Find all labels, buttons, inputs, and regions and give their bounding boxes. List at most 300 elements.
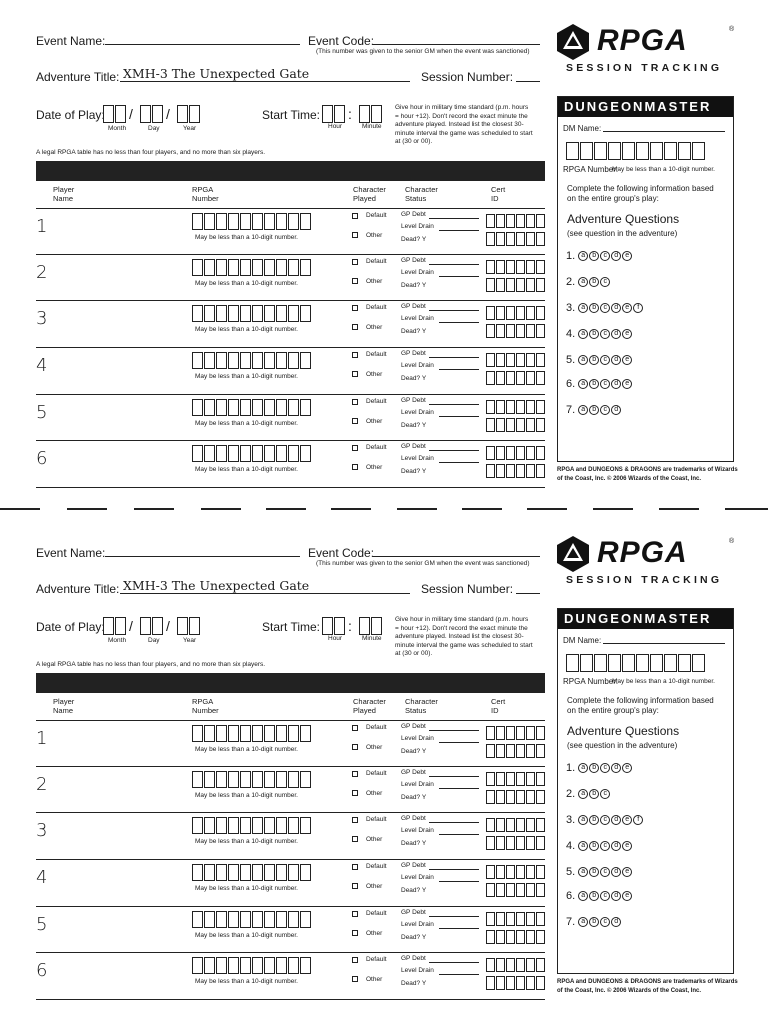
rpga-number-boxes-cell[interactable] bbox=[240, 957, 251, 974]
rpga-number-boxes-cell[interactable] bbox=[192, 399, 203, 416]
level-drain-field[interactable] bbox=[439, 928, 479, 929]
cert-id-boxes-bottom-cell[interactable] bbox=[506, 836, 515, 850]
rpga-number-boxes-cell[interactable] bbox=[192, 259, 203, 276]
answer-bubble[interactable]: a bbox=[578, 891, 588, 901]
rpga-number-boxes-cell[interactable] bbox=[276, 305, 287, 322]
rpga-number-boxes-cell[interactable] bbox=[228, 259, 239, 276]
dm-rpga-number-boxes[interactable] bbox=[566, 654, 706, 672]
rpga-number-boxes[interactable] bbox=[192, 259, 312, 276]
rpga-number-boxes-cell[interactable] bbox=[288, 352, 299, 369]
cert-id-boxes-bottom[interactable] bbox=[486, 464, 546, 478]
answer-bubble[interactable]: e bbox=[622, 867, 632, 877]
rpga-number-boxes[interactable] bbox=[192, 864, 312, 881]
dm-rpga-number-boxes-cell[interactable] bbox=[566, 142, 579, 160]
answer-bubble[interactable]: c bbox=[600, 355, 610, 365]
year-boxes[interactable] bbox=[177, 617, 201, 635]
cert-id-boxes-bottom-cell[interactable] bbox=[496, 883, 505, 897]
cert-id-boxes-bottom-cell[interactable] bbox=[496, 464, 505, 478]
dm-rpga-number-boxes-cell[interactable] bbox=[580, 142, 593, 160]
cert-id-boxes-bottom-cell[interactable] bbox=[516, 371, 525, 385]
cert-id-boxes-top-cell[interactable] bbox=[496, 306, 505, 320]
cert-id-boxes-bottom-cell[interactable] bbox=[506, 278, 515, 292]
other-checkbox[interactable] bbox=[352, 232, 358, 238]
level-drain-field[interactable] bbox=[439, 462, 479, 463]
answer-bubble[interactable]: b bbox=[589, 917, 599, 927]
cert-id-boxes-top-cell[interactable] bbox=[526, 912, 535, 926]
cert-id-boxes-bottom-cell[interactable] bbox=[506, 976, 515, 990]
cert-id-boxes-top-cell[interactable] bbox=[516, 818, 525, 832]
rpga-number-boxes[interactable] bbox=[192, 305, 312, 322]
rpga-number-boxes-cell[interactable] bbox=[228, 305, 239, 322]
rpga-number-boxes-cell[interactable] bbox=[204, 864, 215, 881]
rpga-number-boxes-cell[interactable] bbox=[216, 352, 227, 369]
rpga-number-boxes-cell[interactable] bbox=[276, 771, 287, 788]
cert-id-boxes-bottom-cell[interactable] bbox=[516, 790, 525, 804]
rpga-number-boxes-cell[interactable] bbox=[204, 911, 215, 928]
answer-bubble[interactable]: d bbox=[611, 405, 621, 415]
answer-bubble[interactable]: d bbox=[611, 815, 621, 825]
cert-id-boxes-bottom[interactable] bbox=[486, 371, 546, 385]
cert-id-boxes-top-cell[interactable] bbox=[496, 260, 505, 274]
rpga-number-boxes-cell[interactable] bbox=[264, 725, 275, 742]
cert-id-boxes-top-cell[interactable] bbox=[486, 772, 495, 786]
answer-bubble[interactable]: b bbox=[589, 789, 599, 799]
rpga-number-boxes-cell[interactable] bbox=[264, 445, 275, 462]
cert-id-boxes-bottom-cell[interactable] bbox=[496, 930, 505, 944]
answer-bubble[interactable]: d bbox=[611, 379, 621, 389]
day-boxes-cell[interactable] bbox=[152, 617, 163, 635]
answer-bubble[interactable]: b bbox=[589, 815, 599, 825]
rpga-number-boxes-cell[interactable] bbox=[240, 352, 251, 369]
cert-id-boxes-top-cell[interactable] bbox=[496, 912, 505, 926]
gp-debt-field[interactable] bbox=[429, 404, 479, 405]
year-boxes-cell[interactable] bbox=[189, 105, 200, 123]
answer-bubble[interactable]: d bbox=[611, 763, 621, 773]
cert-id-boxes-bottom-cell[interactable] bbox=[516, 883, 525, 897]
dm-rpga-number-boxes-cell[interactable] bbox=[622, 654, 635, 672]
event-code-field[interactable] bbox=[372, 44, 540, 45]
dm-rpga-number-boxes-cell[interactable] bbox=[636, 142, 649, 160]
cert-id-boxes-top[interactable] bbox=[486, 912, 546, 926]
cert-id-boxes-top-cell[interactable] bbox=[496, 818, 505, 832]
minute-boxes[interactable] bbox=[359, 105, 383, 123]
rpga-number-boxes-cell[interactable] bbox=[192, 911, 203, 928]
rpga-number-boxes-cell[interactable] bbox=[204, 725, 215, 742]
gp-debt-field[interactable] bbox=[429, 962, 479, 963]
cert-id-boxes-top-cell[interactable] bbox=[526, 772, 535, 786]
cert-id-boxes-top-cell[interactable] bbox=[486, 353, 495, 367]
default-checkbox[interactable] bbox=[352, 864, 358, 870]
rpga-number-boxes-cell[interactable] bbox=[276, 213, 287, 230]
answer-bubble[interactable]: a bbox=[578, 841, 588, 851]
default-checkbox[interactable] bbox=[352, 305, 358, 311]
cert-id-boxes-bottom[interactable] bbox=[486, 744, 546, 758]
cert-id-boxes-bottom-cell[interactable] bbox=[486, 930, 495, 944]
year-boxes[interactable] bbox=[177, 105, 201, 123]
cert-id-boxes-top-cell[interactable] bbox=[516, 958, 525, 972]
rpga-number-boxes-cell[interactable] bbox=[240, 864, 251, 881]
rpga-number-boxes[interactable] bbox=[192, 445, 312, 462]
minute-boxes[interactable] bbox=[359, 617, 383, 635]
cert-id-boxes-bottom-cell[interactable] bbox=[526, 883, 535, 897]
cert-id-boxes-top-cell[interactable] bbox=[506, 818, 515, 832]
answer-bubble[interactable]: b bbox=[589, 277, 599, 287]
cert-id-boxes-bottom-cell[interactable] bbox=[526, 232, 535, 246]
rpga-number-boxes-cell[interactable] bbox=[252, 399, 263, 416]
rpga-number-boxes[interactable] bbox=[192, 957, 312, 974]
cert-id-boxes-top-cell[interactable] bbox=[526, 306, 535, 320]
rpga-number-boxes-cell[interactable] bbox=[204, 213, 215, 230]
default-checkbox[interactable] bbox=[352, 213, 358, 219]
minute-boxes-cell[interactable] bbox=[371, 105, 382, 123]
cert-id-boxes-top[interactable] bbox=[486, 818, 546, 832]
cert-id-boxes-top-cell[interactable] bbox=[516, 306, 525, 320]
rpga-number-boxes-cell[interactable] bbox=[252, 771, 263, 788]
answer-bubble[interactable]: a bbox=[578, 303, 588, 313]
rpga-number-boxes-cell[interactable] bbox=[216, 213, 227, 230]
other-checkbox[interactable] bbox=[352, 418, 358, 424]
dm-name-field[interactable] bbox=[603, 131, 725, 132]
answer-bubble[interactable]: a bbox=[578, 329, 588, 339]
rpga-number-boxes-cell[interactable] bbox=[300, 445, 311, 462]
answer-bubble[interactable]: e bbox=[622, 841, 632, 851]
answer-bubble[interactable]: c bbox=[600, 405, 610, 415]
cert-id-boxes-top-cell[interactable] bbox=[496, 958, 505, 972]
cert-id-boxes-top-cell[interactable] bbox=[536, 958, 545, 972]
cert-id-boxes-top-cell[interactable] bbox=[486, 818, 495, 832]
cert-id-boxes-top-cell[interactable] bbox=[516, 865, 525, 879]
answer-bubble[interactable]: a bbox=[578, 763, 588, 773]
rpga-number-boxes-cell[interactable] bbox=[204, 817, 215, 834]
rpga-number-boxes[interactable] bbox=[192, 911, 312, 928]
cert-id-boxes-bottom-cell[interactable] bbox=[526, 324, 535, 338]
gp-debt-field[interactable] bbox=[429, 916, 479, 917]
rpga-number-boxes-cell[interactable] bbox=[228, 817, 239, 834]
answer-bubble[interactable]: c bbox=[600, 891, 610, 901]
rpga-number-boxes-cell[interactable] bbox=[252, 352, 263, 369]
month-boxes[interactable] bbox=[103, 105, 127, 123]
answer-bubble[interactable]: e bbox=[622, 763, 632, 773]
cert-id-boxes-top-cell[interactable] bbox=[486, 214, 495, 228]
gp-debt-field[interactable] bbox=[429, 264, 479, 265]
answer-bubble[interactable]: a bbox=[578, 867, 588, 877]
default-checkbox[interactable] bbox=[352, 725, 358, 731]
cert-id-boxes-top-cell[interactable] bbox=[506, 260, 515, 274]
rpga-number-boxes[interactable] bbox=[192, 817, 312, 834]
session-number-field[interactable] bbox=[516, 81, 540, 82]
answer-bubble[interactable]: c bbox=[600, 379, 610, 389]
cert-id-boxes-top-cell[interactable] bbox=[486, 400, 495, 414]
level-drain-field[interactable] bbox=[439, 322, 479, 323]
cert-id-boxes-bottom-cell[interactable] bbox=[536, 464, 545, 478]
session-number-field[interactable] bbox=[516, 593, 540, 594]
cert-id-boxes-bottom-cell[interactable] bbox=[496, 232, 505, 246]
rpga-number-boxes-cell[interactable] bbox=[240, 771, 251, 788]
cert-id-boxes-top-cell[interactable] bbox=[536, 306, 545, 320]
rpga-number-boxes-cell[interactable] bbox=[252, 725, 263, 742]
answer-bubble[interactable]: b bbox=[589, 405, 599, 415]
day-boxes-cell[interactable] bbox=[140, 105, 151, 123]
cert-id-boxes-bottom[interactable] bbox=[486, 883, 546, 897]
answer-bubble[interactable]: a bbox=[578, 815, 588, 825]
event-name-field[interactable] bbox=[105, 556, 300, 557]
dm-rpga-number-boxes-cell[interactable] bbox=[678, 654, 691, 672]
gp-debt-field[interactable] bbox=[429, 450, 479, 451]
cert-id-boxes-top[interactable] bbox=[486, 446, 546, 460]
rpga-number-boxes-cell[interactable] bbox=[288, 305, 299, 322]
cert-id-boxes-top-cell[interactable] bbox=[516, 772, 525, 786]
answer-bubble[interactable]: a bbox=[578, 251, 588, 261]
dm-rpga-number-boxes-cell[interactable] bbox=[594, 654, 607, 672]
cert-id-boxes-bottom-cell[interactable] bbox=[486, 836, 495, 850]
other-checkbox[interactable] bbox=[352, 324, 358, 330]
cert-id-boxes-top-cell[interactable] bbox=[526, 400, 535, 414]
cert-id-boxes-top-cell[interactable] bbox=[536, 353, 545, 367]
rpga-number-boxes-cell[interactable] bbox=[252, 957, 263, 974]
gp-debt-field[interactable] bbox=[429, 218, 479, 219]
answer-bubble[interactable]: b bbox=[589, 763, 599, 773]
cert-id-boxes-top-cell[interactable] bbox=[486, 306, 495, 320]
cert-id-boxes-bottom-cell[interactable] bbox=[506, 883, 515, 897]
answer-bubble[interactable]: f bbox=[633, 815, 643, 825]
minute-boxes-cell[interactable] bbox=[359, 105, 370, 123]
rpga-number-boxes-cell[interactable] bbox=[216, 864, 227, 881]
rpga-number-boxes-cell[interactable] bbox=[228, 445, 239, 462]
month-boxes[interactable] bbox=[103, 617, 127, 635]
answer-bubble[interactable]: b bbox=[589, 841, 599, 851]
cert-id-boxes-bottom-cell[interactable] bbox=[536, 976, 545, 990]
cert-id-boxes-top-cell[interactable] bbox=[536, 912, 545, 926]
default-checkbox[interactable] bbox=[352, 817, 358, 823]
cert-id-boxes-bottom-cell[interactable] bbox=[486, 371, 495, 385]
cert-id-boxes-bottom-cell[interactable] bbox=[526, 418, 535, 432]
level-drain-field[interactable] bbox=[439, 742, 479, 743]
rpga-number-boxes-cell[interactable] bbox=[228, 352, 239, 369]
answer-bubble[interactable]: c bbox=[600, 303, 610, 313]
cert-id-boxes-top-cell[interactable] bbox=[496, 400, 505, 414]
answer-bubble[interactable]: d bbox=[611, 917, 621, 927]
year-boxes-cell[interactable] bbox=[177, 105, 188, 123]
rpga-number-boxes[interactable] bbox=[192, 725, 312, 742]
rpga-number-boxes-cell[interactable] bbox=[216, 957, 227, 974]
rpga-number-boxes-cell[interactable] bbox=[192, 957, 203, 974]
rpga-number-boxes-cell[interactable] bbox=[252, 864, 263, 881]
cert-id-boxes-bottom-cell[interactable] bbox=[536, 324, 545, 338]
cert-id-boxes-bottom-cell[interactable] bbox=[536, 744, 545, 758]
rpga-number-boxes-cell[interactable] bbox=[192, 213, 203, 230]
rpga-number-boxes-cell[interactable] bbox=[228, 213, 239, 230]
hour-boxes[interactable] bbox=[322, 105, 346, 123]
rpga-number-boxes[interactable] bbox=[192, 352, 312, 369]
rpga-number-boxes-cell[interactable] bbox=[288, 817, 299, 834]
cert-id-boxes-bottom-cell[interactable] bbox=[496, 324, 505, 338]
month-boxes-cell[interactable] bbox=[115, 617, 126, 635]
answer-bubble[interactable]: d bbox=[611, 303, 621, 313]
hour-boxes-cell[interactable] bbox=[334, 617, 345, 635]
cert-id-boxes-top-cell[interactable] bbox=[516, 912, 525, 926]
default-checkbox[interactable] bbox=[352, 259, 358, 265]
cert-id-boxes-top-cell[interactable] bbox=[526, 865, 535, 879]
cert-id-boxes-bottom-cell[interactable] bbox=[496, 790, 505, 804]
gp-debt-field[interactable] bbox=[429, 357, 479, 358]
answer-bubble[interactable]: e bbox=[622, 815, 632, 825]
cert-id-boxes-bottom-cell[interactable] bbox=[526, 836, 535, 850]
rpga-number-boxes-cell[interactable] bbox=[276, 352, 287, 369]
rpga-number-boxes-cell[interactable] bbox=[300, 305, 311, 322]
cert-id-boxes-bottom-cell[interactable] bbox=[526, 278, 535, 292]
cert-id-boxes-top-cell[interactable] bbox=[506, 306, 515, 320]
cert-id-boxes-bottom-cell[interactable] bbox=[526, 976, 535, 990]
rpga-number-boxes-cell[interactable] bbox=[288, 259, 299, 276]
rpga-number-boxes-cell[interactable] bbox=[276, 911, 287, 928]
rpga-number-boxes-cell[interactable] bbox=[300, 725, 311, 742]
rpga-number-boxes[interactable] bbox=[192, 213, 312, 230]
dm-rpga-number-boxes-cell[interactable] bbox=[664, 142, 677, 160]
cert-id-boxes-bottom-cell[interactable] bbox=[486, 418, 495, 432]
cert-id-boxes-top-cell[interactable] bbox=[506, 446, 515, 460]
answer-bubble[interactable]: a bbox=[578, 277, 588, 287]
cert-id-boxes-top-cell[interactable] bbox=[516, 446, 525, 460]
cert-id-boxes-top-cell[interactable] bbox=[506, 726, 515, 740]
cert-id-boxes-bottom-cell[interactable] bbox=[506, 744, 515, 758]
minute-boxes-cell[interactable] bbox=[371, 617, 382, 635]
answer-bubble[interactable]: d bbox=[611, 251, 621, 261]
cert-id-boxes-bottom-cell[interactable] bbox=[506, 232, 515, 246]
answer-bubble[interactable]: b bbox=[589, 867, 599, 877]
cert-id-boxes-bottom-cell[interactable] bbox=[496, 836, 505, 850]
dm-rpga-number-boxes-cell[interactable] bbox=[622, 142, 635, 160]
answer-bubble[interactable]: b bbox=[589, 891, 599, 901]
rpga-number-boxes-cell[interactable] bbox=[300, 957, 311, 974]
dm-rpga-number-boxes-cell[interactable] bbox=[650, 142, 663, 160]
rpga-number-boxes-cell[interactable] bbox=[252, 213, 263, 230]
cert-id-boxes-bottom-cell[interactable] bbox=[486, 324, 495, 338]
answer-bubble[interactable]: e bbox=[622, 379, 632, 389]
rpga-number-boxes-cell[interactable] bbox=[216, 305, 227, 322]
level-drain-field[interactable] bbox=[439, 834, 479, 835]
answer-bubble[interactable]: c bbox=[600, 277, 610, 287]
rpga-number-boxes-cell[interactable] bbox=[240, 259, 251, 276]
cert-id-boxes-bottom-cell[interactable] bbox=[516, 930, 525, 944]
cert-id-boxes-bottom-cell[interactable] bbox=[496, 418, 505, 432]
other-checkbox[interactable] bbox=[352, 744, 358, 750]
default-checkbox[interactable] bbox=[352, 911, 358, 917]
answer-bubble[interactable]: b bbox=[589, 251, 599, 261]
cert-id-boxes-bottom-cell[interactable] bbox=[516, 464, 525, 478]
rpga-number-boxes-cell[interactable] bbox=[288, 957, 299, 974]
cert-id-boxes-bottom-cell[interactable] bbox=[536, 930, 545, 944]
day-boxes[interactable] bbox=[140, 105, 164, 123]
rpga-number-boxes-cell[interactable] bbox=[276, 957, 287, 974]
rpga-number-boxes-cell[interactable] bbox=[300, 352, 311, 369]
cert-id-boxes-bottom-cell[interactable] bbox=[516, 232, 525, 246]
cert-id-boxes-top-cell[interactable] bbox=[496, 214, 505, 228]
rpga-number-boxes-cell[interactable] bbox=[192, 445, 203, 462]
answer-bubble[interactable]: d bbox=[611, 329, 621, 339]
default-checkbox[interactable] bbox=[352, 957, 358, 963]
cert-id-boxes-top-cell[interactable] bbox=[506, 353, 515, 367]
adventure-title-field[interactable] bbox=[120, 81, 410, 82]
default-checkbox[interactable] bbox=[352, 445, 358, 451]
rpga-number-boxes-cell[interactable] bbox=[228, 957, 239, 974]
cert-id-boxes-top-cell[interactable] bbox=[516, 214, 525, 228]
cert-id-boxes-bottom-cell[interactable] bbox=[516, 418, 525, 432]
cert-id-boxes-bottom-cell[interactable] bbox=[506, 930, 515, 944]
gp-debt-field[interactable] bbox=[429, 822, 479, 823]
dm-rpga-number-boxes-cell[interactable] bbox=[608, 142, 621, 160]
answer-bubble[interactable]: d bbox=[611, 841, 621, 851]
other-checkbox[interactable] bbox=[352, 790, 358, 796]
cert-id-boxes-bottom[interactable] bbox=[486, 790, 546, 804]
cert-id-boxes-bottom-cell[interactable] bbox=[536, 790, 545, 804]
dm-rpga-number-boxes-cell[interactable] bbox=[678, 142, 691, 160]
level-drain-field[interactable] bbox=[439, 881, 479, 882]
cert-id-boxes-bottom-cell[interactable] bbox=[526, 371, 535, 385]
cert-id-boxes-bottom-cell[interactable] bbox=[506, 371, 515, 385]
default-checkbox[interactable] bbox=[352, 399, 358, 405]
hour-boxes-cell[interactable] bbox=[322, 105, 333, 123]
dm-rpga-number-boxes-cell[interactable] bbox=[664, 654, 677, 672]
answer-bubble[interactable]: c bbox=[600, 251, 610, 261]
answer-bubble[interactable]: d bbox=[611, 355, 621, 365]
cert-id-boxes-top-cell[interactable] bbox=[526, 446, 535, 460]
dm-rpga-number-boxes-cell[interactable] bbox=[594, 142, 607, 160]
cert-id-boxes-bottom-cell[interactable] bbox=[536, 836, 545, 850]
cert-id-boxes-bottom-cell[interactable] bbox=[536, 883, 545, 897]
cert-id-boxes-top-cell[interactable] bbox=[486, 958, 495, 972]
cert-id-boxes-bottom-cell[interactable] bbox=[516, 976, 525, 990]
cert-id-boxes-top-cell[interactable] bbox=[536, 446, 545, 460]
rpga-number-boxes-cell[interactable] bbox=[252, 259, 263, 276]
other-checkbox[interactable] bbox=[352, 976, 358, 982]
cert-id-boxes-bottom-cell[interactable] bbox=[486, 883, 495, 897]
dm-rpga-number-boxes-cell[interactable] bbox=[580, 654, 593, 672]
rpga-number-boxes-cell[interactable] bbox=[204, 445, 215, 462]
adventure-title-field[interactable] bbox=[120, 593, 410, 594]
answer-bubble[interactable]: a bbox=[578, 917, 588, 927]
rpga-number-boxes-cell[interactable] bbox=[216, 817, 227, 834]
rpga-number-boxes-cell[interactable] bbox=[192, 725, 203, 742]
cert-id-boxes-bottom-cell[interactable] bbox=[496, 976, 505, 990]
rpga-number-boxes-cell[interactable] bbox=[288, 864, 299, 881]
rpga-number-boxes-cell[interactable] bbox=[204, 399, 215, 416]
answer-bubble[interactable]: e bbox=[622, 303, 632, 313]
other-checkbox[interactable] bbox=[352, 883, 358, 889]
rpga-number-boxes-cell[interactable] bbox=[300, 864, 311, 881]
rpga-number-boxes-cell[interactable] bbox=[264, 305, 275, 322]
rpga-number-boxes-cell[interactable] bbox=[204, 352, 215, 369]
cert-id-boxes-top-cell[interactable] bbox=[496, 446, 505, 460]
gp-debt-field[interactable] bbox=[429, 310, 479, 311]
answer-bubble[interactable]: b bbox=[589, 355, 599, 365]
cert-id-boxes-top-cell[interactable] bbox=[536, 772, 545, 786]
rpga-number-boxes-cell[interactable] bbox=[240, 725, 251, 742]
rpga-number-boxes[interactable] bbox=[192, 771, 312, 788]
cert-id-boxes-bottom-cell[interactable] bbox=[516, 836, 525, 850]
gp-debt-field[interactable] bbox=[429, 869, 479, 870]
cert-id-boxes-bottom-cell[interactable] bbox=[506, 464, 515, 478]
answer-bubble[interactable]: c bbox=[600, 763, 610, 773]
day-boxes-cell[interactable] bbox=[140, 617, 151, 635]
cert-id-boxes-top-cell[interactable] bbox=[486, 865, 495, 879]
cert-id-boxes-bottom-cell[interactable] bbox=[486, 976, 495, 990]
level-drain-field[interactable] bbox=[439, 788, 479, 789]
hour-boxes-cell[interactable] bbox=[322, 617, 333, 635]
cert-id-boxes-top-cell[interactable] bbox=[506, 958, 515, 972]
rpga-number-boxes-cell[interactable] bbox=[192, 352, 203, 369]
cert-id-boxes-bottom-cell[interactable] bbox=[496, 744, 505, 758]
rpga-number-boxes-cell[interactable] bbox=[288, 445, 299, 462]
